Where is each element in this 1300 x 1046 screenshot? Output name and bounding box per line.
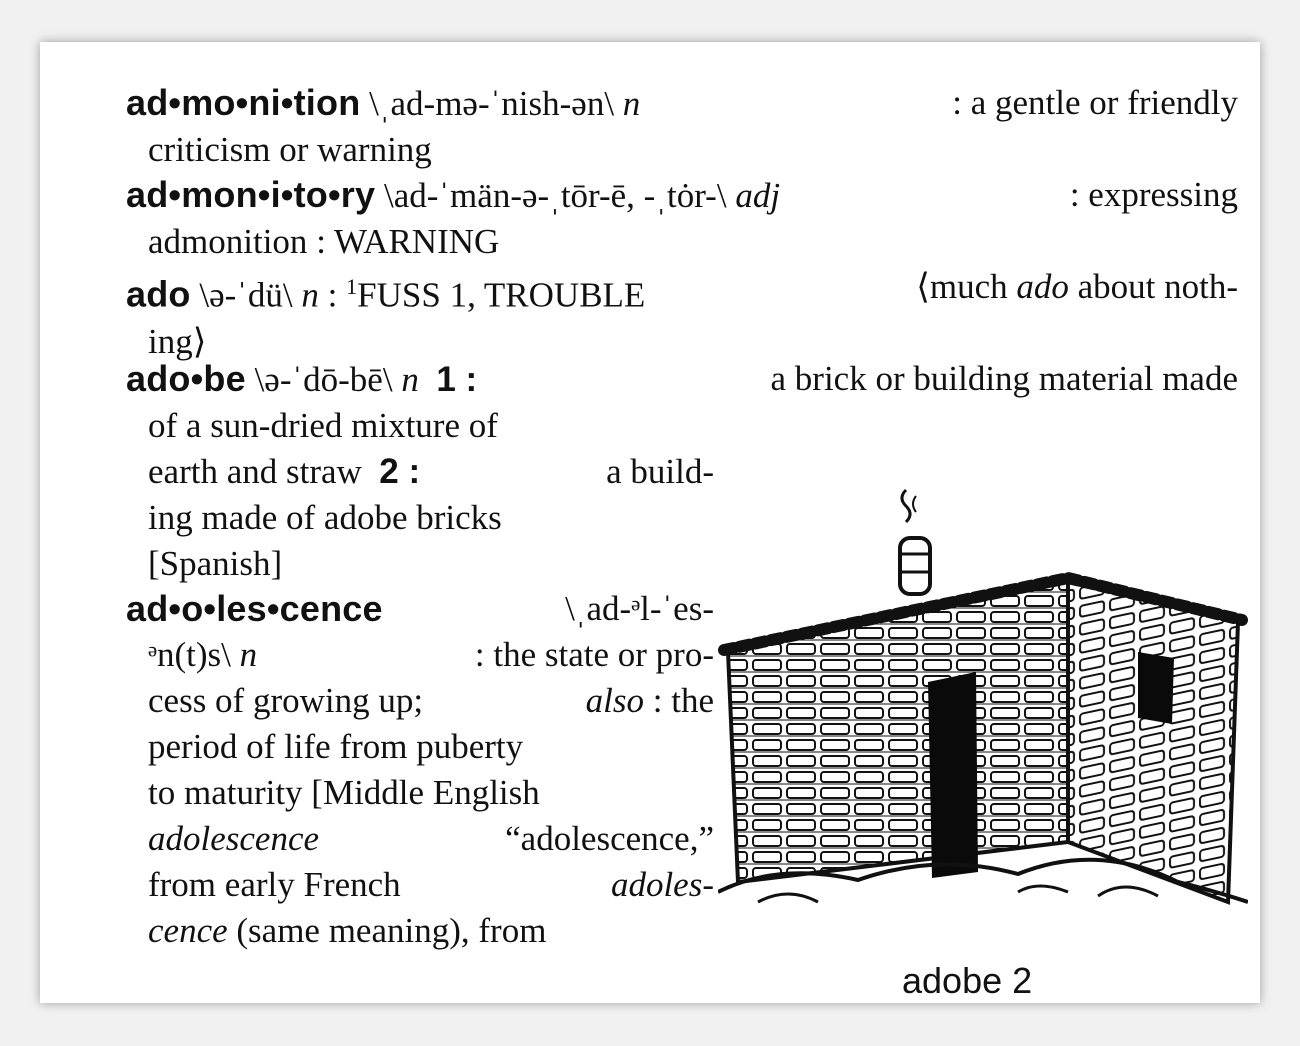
etymology-cont: from early French [148,865,401,904]
also-label: also [585,681,645,720]
sense-number: 2 : [379,452,421,491]
headword: ado [126,273,191,315]
definition: a build- [606,452,714,491]
part-of-speech: n [301,275,319,315]
definition: : expressing [1069,175,1238,214]
definition: : the [652,681,714,720]
definition-cont: admonition [148,222,308,261]
pronunciation: \ə-ˈdō-bē\ [254,360,393,399]
definition-cont: cess of growing up; [148,681,424,720]
headword: ad•mon•i•to•ry [126,174,376,215]
etymology-gloss: “adolescence,” [505,819,714,858]
definition-cont: earth and straw [148,452,362,491]
sense-number: 1 : [436,360,478,399]
pronunciation: \ˌad-ᵊl-ˈes- [565,589,714,628]
cross-reference: : WARNING [316,222,500,261]
part-of-speech: n [401,360,419,399]
entry-admonitory [126,172,1238,265]
illustration-caption: adobe 2 [902,960,1033,1001]
example: ⟨much [916,267,1008,306]
pronunciation: \ˌad-mə-ˈnish-ən\ [369,84,615,123]
definition-cont: ing made of adobe bricks [148,498,502,537]
etymology-cont: (same meaning), from [236,911,547,950]
definition-cont: criticism or warning [148,130,432,169]
etymology-word: adoles- [610,865,714,904]
etymology-word: cence [148,911,228,950]
pronunciation-cont: ᵊn(t)s\ [148,635,231,674]
pronunciation: \ə-ˈdü\ [199,275,293,315]
part-of-speech: n [622,84,641,123]
definition: : a gentle or friendly [952,83,1238,122]
definition-cont: of a sun-dried mixture of [148,406,498,445]
homograph-number: 1 [346,274,358,299]
pronunciation: \ad-ˈmän-ə-ˌtōr-ē, -ˌtȯr-\ [383,176,727,215]
entry-admonition [126,80,1238,173]
definition-cont: period of life from puberty [148,727,524,766]
part-of-speech: n [239,635,258,674]
headword: ad•mo•ni•tion [126,82,361,123]
etymology-word: adolescence [148,819,320,858]
part-of-speech: adj [735,176,781,215]
etymology: [Spanish] [148,544,283,583]
headword: ado•be [126,358,246,399]
etymology: to maturity [Middle English [148,773,540,812]
headword: ad•o•les•cence [126,588,383,629]
cross-reference: FUSS 1, TROUBLE [357,275,646,315]
dictionary-page [40,42,1260,1003]
definition: : the state or pro- [474,635,714,674]
example-cont: about noth- [1077,267,1238,306]
definition: a brick or building material made [770,359,1238,398]
example-end: ing⟩ [148,321,207,361]
adobe-house-illustration [718,482,1248,922]
separator: : [327,275,338,315]
example-italic: ado [1016,267,1069,306]
entry-ado [126,264,1238,365]
